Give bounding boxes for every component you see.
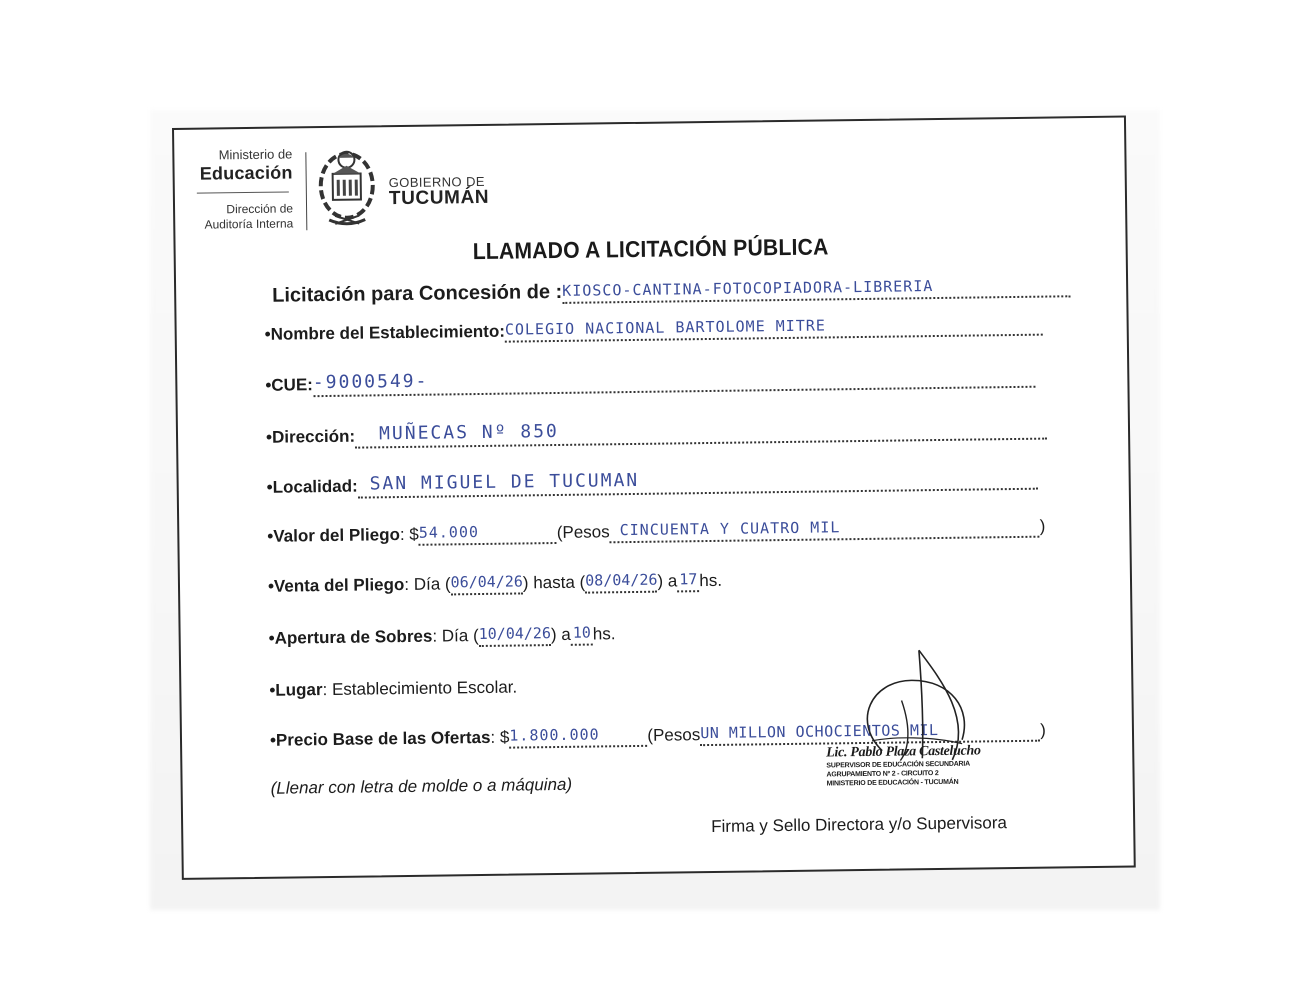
precio-pesos-open: (Pesos [647, 725, 701, 745]
concesion-field [562, 277, 1070, 304]
valor-label: •Valor del Pliego [267, 525, 401, 546]
row-localidad [267, 467, 1038, 500]
cue-label: •CUE: [265, 375, 314, 395]
row-concesion [272, 274, 1070, 307]
ministry-line4: Auditoría Interna [204, 216, 294, 232]
venta-hasta-text: ) hasta ( [522, 572, 586, 593]
precio-words: UN MILLON OCHOCIENTOS MIL [700, 721, 939, 743]
header-separator [305, 152, 307, 230]
apertura-date-field [479, 626, 552, 647]
valor-amount: 54.000 [418, 523, 480, 542]
valor-close: ) [1039, 516, 1046, 536]
concesion-value: KIOSCO-CANTINA-FOTOCOPIADORA-LIBRERIA [562, 277, 934, 300]
lugar-value: : Establecimiento Escolar. [322, 677, 518, 700]
valor-words-field [610, 518, 1040, 544]
venta-to: 08/04/26 [585, 570, 658, 590]
stamp-line3: MINISTERIO DE EDUCACIÓN - TUCUMÁN [826, 778, 959, 788]
apertura-dia-text: : Día ( [432, 626, 479, 646]
precio-prefix: : $ [490, 727, 510, 747]
precio-amount-field [509, 727, 647, 749]
venta-to-field [585, 570, 658, 594]
valor-words: CINCUENTA Y CUATRO MIL [619, 518, 841, 540]
establecimiento-field [505, 316, 1043, 343]
apertura-hs-text: hs. [592, 624, 616, 644]
lugar-label: •Lugar [269, 680, 323, 700]
venta-hs-text: hs. [699, 570, 723, 591]
localidad-field [358, 467, 1038, 499]
concesion-label: Licitación para Concesión de : [272, 280, 563, 307]
tucuman-seal-icon [314, 145, 379, 232]
localidad-label: •Localidad: [266, 476, 358, 497]
direccion-field [355, 417, 1047, 449]
apertura-label: •Apertura de Sobres [268, 626, 433, 648]
venta-from-field [451, 574, 524, 595]
apertura-date: 10/04/26 [478, 624, 552, 644]
apertura-hour-field [571, 623, 593, 646]
form-title: LLAMADO A LICITACIÓN PÚBLICA [472, 233, 829, 265]
signature-caption: Firma y Sello Directora y/o Supervisora [711, 813, 1008, 837]
venta-a-text: ) a [657, 571, 678, 591]
apertura-a-text: ) a [550, 624, 571, 645]
ministry-line2: Educación [199, 162, 293, 184]
venta-hour: 17 [679, 570, 698, 589]
venta-label: •Venta del Pliego [267, 574, 405, 596]
row-establecimiento [265, 315, 1043, 346]
ministry-rule [197, 191, 289, 193]
valor-amount-field [419, 524, 557, 546]
establecimiento-label: •Nombre del Establecimiento: [264, 321, 506, 344]
precio-label: •Precio Base de las Ofertas [269, 727, 491, 750]
localidad-value: SAN MIGUEL DE TUCUMAN [369, 469, 640, 495]
direccion-value: MUÑECAS Nº 850 [378, 420, 559, 445]
tender-form [172, 116, 1136, 880]
row-lugar [269, 678, 517, 701]
venta-from: 06/04/26 [450, 572, 523, 592]
stamp-line2: AGRUPAMIENTO Nº 2 - CIRCUITO 2 [826, 770, 939, 779]
direccion-label: •Dirección: [265, 426, 356, 447]
precio-amount: 1.800.000 [509, 725, 600, 745]
valor-prefix: : $ [399, 524, 419, 545]
valor-pesos-open: (Pesos [556, 522, 610, 542]
ministry-block [174, 146, 292, 185]
government-line1: GOBIERNO DE [388, 173, 485, 191]
fill-instruction: (Llenar con letra de molde o a máquina) [270, 774, 573, 798]
supervisor-stamp [826, 743, 987, 788]
stamp-line1: SUPERVISOR DE EDUCACIÓN SECUNDARIA [826, 760, 971, 770]
row-valor [267, 517, 1045, 548]
row-apertura [269, 624, 616, 650]
government-block [389, 174, 490, 208]
establecimiento-value: COLEGIO NACIONAL BARTOLOME MITRE [504, 316, 826, 339]
stamp-name: Lic. Pablo Plaza Castelucho [826, 743, 981, 761]
cue-value: -9000549- [312, 370, 429, 394]
ministry-line3: Dirección de [226, 201, 294, 217]
venta-dia-text: : Día ( [404, 574, 451, 594]
precio-close: ) [1040, 720, 1047, 740]
cue-field [313, 365, 1035, 397]
row-direccion [266, 417, 1047, 450]
letterhead [174, 144, 515, 248]
row-venta [268, 571, 722, 598]
government-line2: TUCUMÁN [388, 186, 490, 210]
venta-hour-field [677, 572, 699, 592]
ministry-line1: Ministerio de [218, 146, 293, 163]
row-cue [265, 365, 1035, 398]
apertura-hour: 10 [572, 623, 591, 642]
row-note [271, 775, 573, 799]
